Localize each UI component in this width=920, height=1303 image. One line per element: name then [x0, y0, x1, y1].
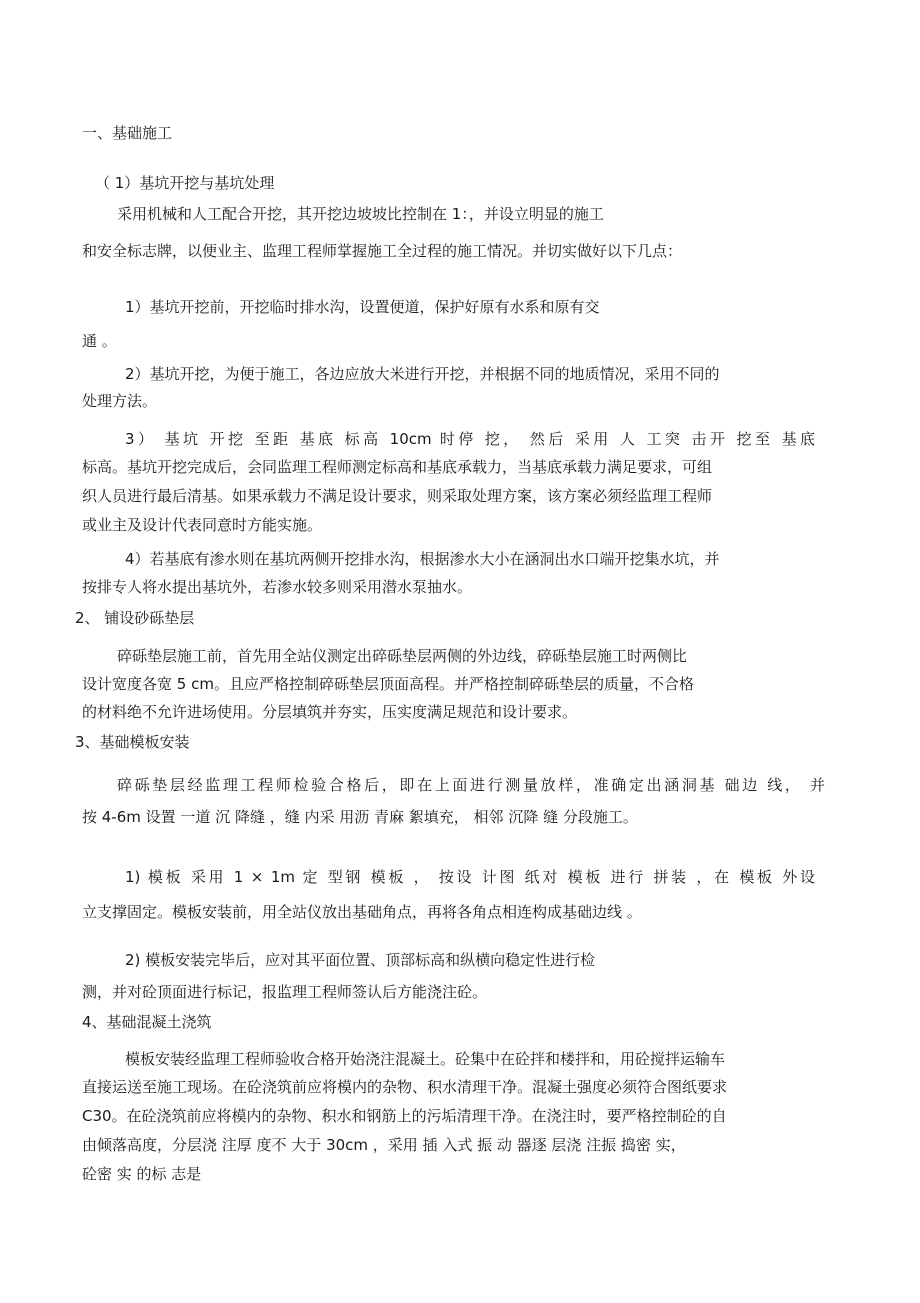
list-item-line: 3） 基坑 开挖 至距 基底 标高 10cm 时停 挖， 然后 采用 人 工突 击开 挖至 基底	[125, 430, 815, 448]
list-item-line: 通 。	[82, 332, 117, 350]
list-item-line: 4）若基底有渗水则在基坑两侧开挖排水沟，根据渗水大小在涵洞出水口端开挖集水坑，并	[125, 550, 720, 568]
paragraph-line: 模板安装经监理工程师验收合格开始浇注混凝土。砼集中在砼拌和楼拌和，用砼搅拌运输车	[125, 1050, 726, 1068]
section-1-1-heading: （ 1）基坑开挖与基坑处理	[95, 174, 275, 192]
paragraph-line: 砼密 实 的标 志是	[82, 1165, 202, 1183]
paragraph-line: 采用机械和人工配合开挖，其开挖边坡坡比控制在 1：，并设立明显的施工	[117, 205, 604, 223]
list-item-line: 1）基坑开挖前，开挖临时排水沟，设置便道，保护好原有水系和原有交	[125, 298, 600, 316]
list-item-line: 标高。基坑开挖完成后，会同监理工程师测定标高和基底承载力，当基底承载力满足要求，可组	[82, 458, 713, 476]
list-item-line: 2) 模板安装完毕后，应对其平面位置、顶部标高和纵横向稳定性进行检	[125, 951, 596, 969]
paragraph-line: 设计宽度各宽 5 cm。且应严格控制碎砾垫层顶面高程。并严格控制碎砾垫层的质量，不合格	[82, 675, 694, 693]
list-item-line: 处理方法。	[82, 392, 158, 410]
list-item-line: 立支撑固定。模板安装前，用全站仪放出基础角点，再将各角点相连构成基础边线 。	[82, 903, 642, 921]
section-2-heading: 2、 铺设砂砾垫层	[75, 609, 195, 627]
paragraph-line: 碎砾垫层施工前，首先用全站仪测定出碎砾垫层两侧的外边线，碎砾垫层施工时两侧比	[117, 647, 688, 665]
paragraph-line: 直接运送至施工现场。在砼浇筑前应将模内的杂物、积水清理干净。混凝土强度必须符合图纸要求	[82, 1078, 728, 1096]
list-item-line: 2）基坑开挖，为便于施工，各边应放大米进行开挖，并根据不同的地质情况，采用不同的	[125, 365, 720, 383]
paragraph-line: 由倾落高度，分层浇 注厚 度不 大于 30cm ，采用 插 入式 振 动 器逐 层浇 注振 捣密 实，	[82, 1136, 686, 1154]
list-item-line: 织人员进行最后清基。如果承载力不满足设计要求，则采取处理方案，该方案必须经监理工程师	[82, 487, 713, 505]
section-3-heading: 3、基础模板安装	[75, 733, 190, 751]
list-item-line: 1) 模板 采用 1 × 1m 定 型钢 模板 ， 按设 计图 纸对 模板 进行 拼装 ，在 模板 外设	[125, 868, 815, 886]
paragraph-line: C30。在砼浇筑前应将模内的杂物、积水和钢筋上的污垢清理干净。在浇注时，要严格控制砼的自	[82, 1107, 727, 1125]
section-4-heading: 4、基础混凝土浇筑	[82, 1013, 212, 1031]
list-item-line: 或业主及设计代表同意时方能实施。	[82, 516, 323, 534]
section-1-heading: 一、基础施工	[82, 124, 173, 142]
paragraph-line: 碎砾垫层经监理工程师检验合格后，即在上面进行测量放样，准确定出涵洞基 础边 线， 并	[117, 776, 825, 794]
paragraph-line: 按 4-6m 设置 一道 沉 降缝 ，缝 内采 用沥 青麻 絮填充， 相邻 沉降 缝 分段施工。	[82, 808, 638, 826]
paragraph-line: 的材料绝不允许进场使用。分层填筑并夯实，压实度满足规范和设计要求。	[82, 703, 578, 721]
list-item-line: 按排专人将水提出基坑外，若渗水较多则采用潜水泵抽水。	[82, 578, 473, 596]
list-item-line: 测，并对砼顶面进行标记，报监理工程师签认后方能浇注砼。	[82, 983, 488, 1001]
paragraph-line: 和安全标志牌，以便业主、监理工程师掌握施工全过程的施工情况。并切实做好以下几点：	[82, 242, 683, 260]
